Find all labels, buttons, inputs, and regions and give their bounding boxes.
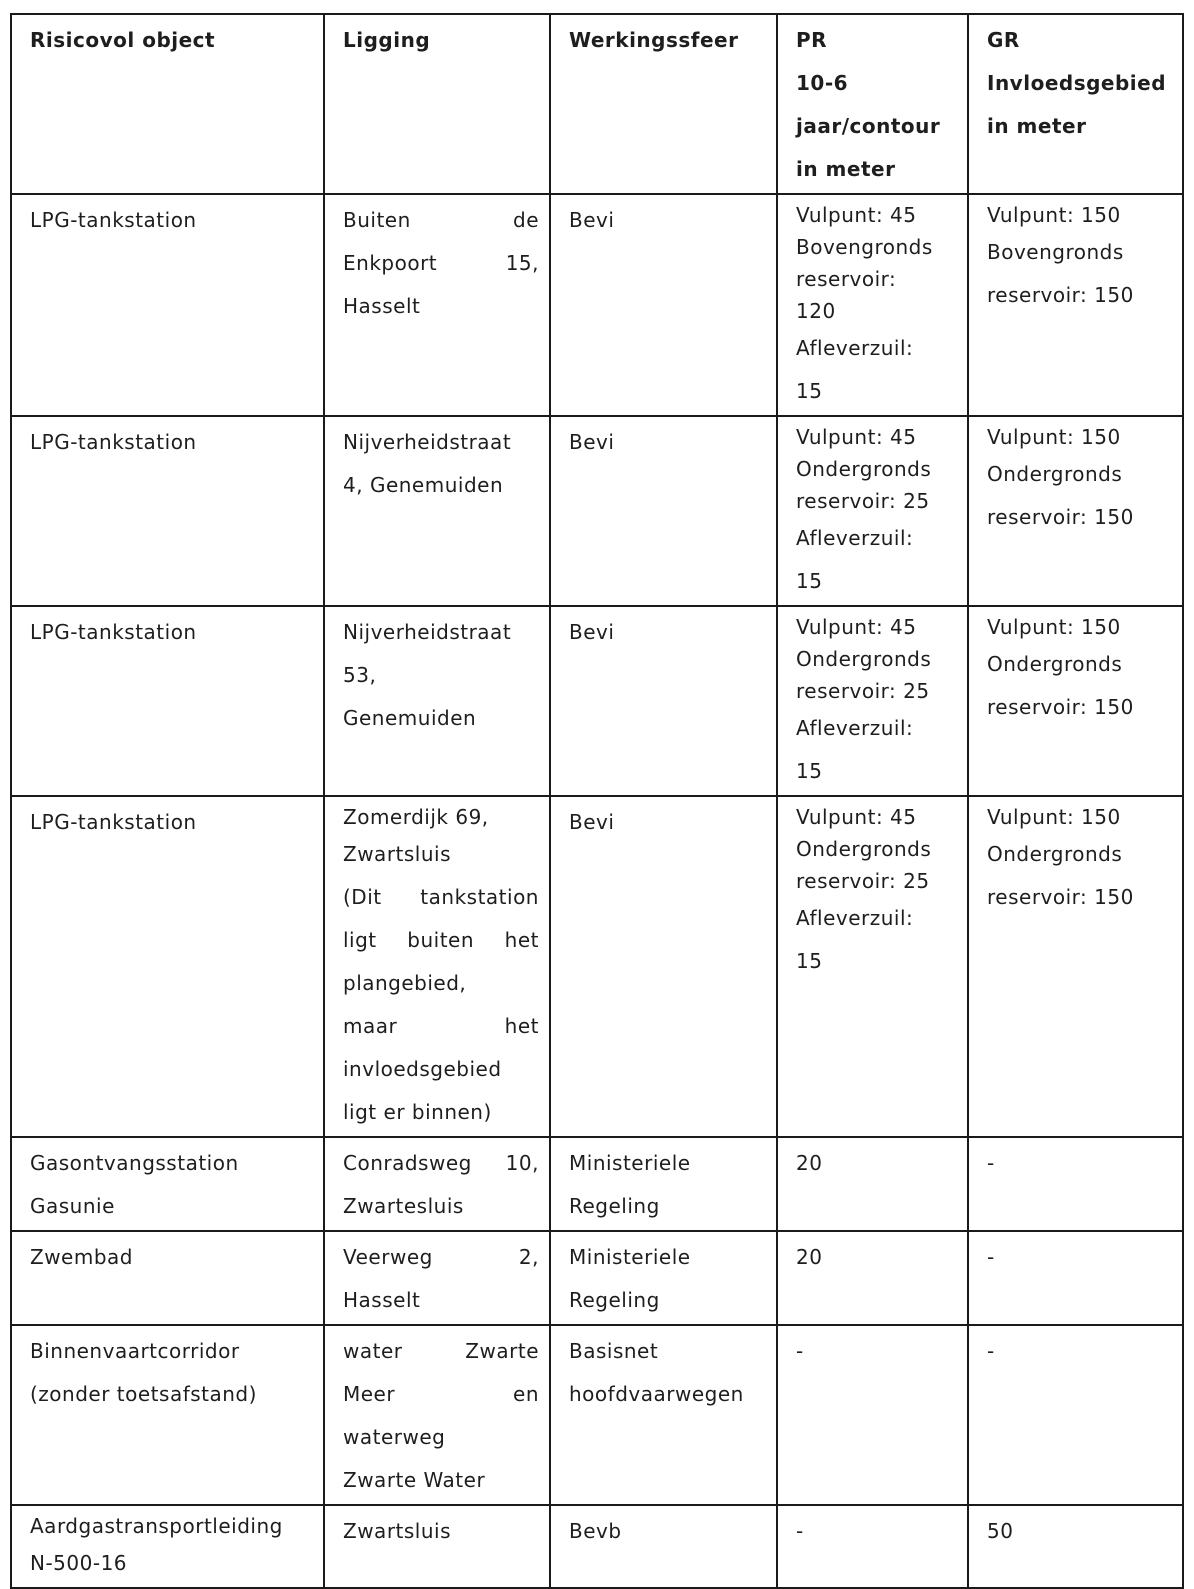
cell-ligging — [324, 194, 550, 416]
cell-text-line: waterweg — [343, 1425, 446, 1449]
cell-text-line: Zwartsluis — [343, 842, 452, 866]
cell-text-line: Enkpoort 15, — [343, 251, 539, 275]
cell-text-line: Zwartesluis — [343, 1194, 464, 1218]
cell-text-line: Ondergronds — [987, 462, 1123, 486]
cell-text-line: Zwembad — [30, 1245, 133, 1269]
cell-text-line: Regeling — [569, 1194, 660, 1218]
cell-text-line: - — [796, 1519, 804, 1543]
table-header-row — [11, 14, 1183, 194]
cell-text-line: Gasunie — [30, 1194, 115, 1218]
cell-text-line: Bovengronds — [796, 235, 933, 259]
cell-text-line: reservoir: 150 — [987, 283, 1134, 307]
cell-risicovol-object — [11, 796, 324, 1137]
cell-text-line: Vulpunt: 150 — [987, 425, 1121, 449]
header-text-line: Ligging — [343, 28, 431, 52]
cell-text-line: 15 — [796, 569, 823, 593]
header-text-line: 10-6 — [796, 71, 849, 95]
cell-text-line: Hasselt — [343, 1288, 421, 1312]
cell-ligging — [324, 1505, 550, 1588]
cell-text-line: Ondergronds — [987, 652, 1123, 676]
cell-text-line: Buiten de — [343, 208, 539, 232]
table-row — [11, 1231, 1183, 1325]
cell-werkingssfeer — [550, 1325, 777, 1505]
cell-text-line: Ministeriele — [569, 1245, 691, 1269]
cell-text-line: - — [796, 1339, 804, 1363]
header-text-line: Werkingssfeer — [569, 28, 739, 52]
cell-risicovol-object — [11, 1231, 324, 1325]
cell-text-line: reservoir: 150 — [987, 505, 1134, 529]
table-row — [11, 606, 1183, 796]
cell-ligging — [324, 1231, 550, 1325]
cell-pr — [777, 1325, 968, 1505]
table-row — [11, 1505, 1183, 1588]
cell-ligging — [324, 606, 550, 796]
table-row — [11, 194, 1183, 416]
cell-pr — [777, 1505, 968, 1588]
cell-text-line: - — [987, 1339, 995, 1363]
cell-text-line: plangebied, — [343, 971, 467, 995]
cell-text-line: Gasontvangsstation — [30, 1151, 239, 1175]
header-werkingssfeer — [550, 14, 777, 194]
cell-gr — [968, 1231, 1183, 1325]
cell-text-line: Ondergronds — [987, 842, 1123, 866]
cell-text-line: Afleverzuil: — [796, 716, 914, 740]
cell-text-line: Zwartsluis — [343, 1519, 452, 1543]
cell-text-line: Bevi — [569, 620, 615, 644]
cell-text-line: LPG-tankstation — [30, 810, 197, 834]
cell-text-line: Bevi — [569, 208, 615, 232]
cell-text-line: maar het — [343, 1014, 539, 1038]
cell-text-line: Conradsweg 10, — [343, 1151, 539, 1175]
cell-text-line: Hasselt — [343, 294, 421, 318]
cell-pr — [777, 606, 968, 796]
cell-text-line: Vulpunt: 150 — [987, 805, 1121, 829]
cell-risicovol-object — [11, 1505, 324, 1588]
table-row — [11, 796, 1183, 1137]
cell-text-line: 4, Genemuiden — [343, 473, 504, 497]
header-gr — [968, 14, 1183, 194]
header-text-line: GR — [987, 28, 1020, 52]
cell-text-line: (Dit tankstation — [343, 885, 539, 909]
cell-pr — [777, 796, 968, 1137]
cell-risicovol-object — [11, 194, 324, 416]
cell-text-line: Bevi — [569, 810, 615, 834]
cell-gr — [968, 1505, 1183, 1588]
cell-text-line: Vulpunt: 150 — [987, 203, 1121, 227]
cell-risicovol-object — [11, 606, 324, 796]
cell-text-line: Vulpunt: 45 — [796, 615, 917, 639]
cell-text-line: Ministeriele — [569, 1151, 691, 1175]
table-row — [11, 1325, 1183, 1505]
cell-risicovol-object — [11, 416, 324, 606]
cell-risicovol-object — [11, 1137, 324, 1231]
cell-text-line: Veerweg 2, — [343, 1245, 539, 1269]
cell-text-line: water Zwarte — [343, 1339, 539, 1363]
cell-text-line: invloedsgebied — [343, 1057, 502, 1081]
cell-text-line: reservoir: 150 — [987, 885, 1134, 909]
cell-text-line: ligt er binnen) — [343, 1100, 492, 1124]
cell-text-line: Afleverzuil: — [796, 526, 914, 550]
cell-text-line: Meer en — [343, 1382, 539, 1406]
cell-text-line: (zonder toetsafstand) — [30, 1382, 257, 1406]
cell-gr — [968, 194, 1183, 416]
cell-werkingssfeer — [550, 796, 777, 1137]
header-text-line: jaar/contour — [796, 114, 941, 138]
cell-pr — [777, 416, 968, 606]
cell-text-line: 20 — [796, 1245, 823, 1269]
cell-gr — [968, 416, 1183, 606]
cell-text-line: Aardgastransportleiding — [30, 1514, 283, 1538]
cell-text-line: Bovengronds — [987, 240, 1124, 264]
cell-werkingssfeer — [550, 1505, 777, 1588]
header-text-line: PR — [796, 28, 828, 52]
table-row — [11, 416, 1183, 606]
cell-text-line: Genemuiden — [343, 706, 477, 730]
cell-werkingssfeer — [550, 416, 777, 606]
header-text-line: Risicovol object — [30, 28, 216, 52]
cell-risicovol-object — [11, 1325, 324, 1505]
cell-text-line: 15 — [796, 379, 823, 403]
cell-text-line: Vulpunt: 150 — [987, 615, 1121, 639]
cell-text-line: Afleverzuil: — [796, 336, 914, 360]
cell-text-line: Nijverheidstraat — [343, 620, 512, 644]
cell-text-line: Bevi — [569, 430, 615, 454]
cell-werkingssfeer — [550, 1137, 777, 1231]
header-text-line: Invloedsgebied — [987, 71, 1167, 95]
cell-ligging — [324, 416, 550, 606]
cell-pr — [777, 194, 968, 416]
cell-werkingssfeer — [550, 606, 777, 796]
cell-werkingssfeer — [550, 1231, 777, 1325]
cell-text-line: - — [987, 1151, 995, 1175]
cell-text-line: Ondergronds — [796, 647, 932, 671]
cell-text-line: hoofdvaarwegen — [569, 1382, 744, 1406]
cell-text-line: Afleverzuil: — [796, 906, 914, 930]
cell-text-line: Nijverheidstraat — [343, 430, 512, 454]
cell-text-line: LPG-tankstation — [30, 430, 197, 454]
risk-objects-table — [10, 13, 1184, 1589]
cell-text-line: ligt buiten het — [343, 928, 539, 952]
cell-text-line: reservoir: 25 — [796, 489, 930, 513]
cell-text-line: reservoir: 25 — [796, 679, 930, 703]
cell-text-line: 15 — [796, 759, 823, 783]
header-text-line: in meter — [796, 157, 896, 181]
cell-text-line: 50 — [987, 1519, 1014, 1543]
table-body — [11, 194, 1183, 1588]
cell-text-line: Vulpunt: 45 — [796, 203, 917, 227]
cell-text-line: Ondergronds — [796, 837, 932, 861]
cell-ligging — [324, 796, 550, 1137]
cell-text-line: N-500-16 — [30, 1551, 128, 1575]
cell-text-line: Vulpunt: 45 — [796, 425, 917, 449]
header-text-line: in meter — [987, 114, 1087, 138]
header-risicovol-object — [11, 14, 324, 194]
cell-text-line: Binnenvaartcorridor — [30, 1339, 240, 1363]
cell-text-line: Ondergronds — [796, 457, 932, 481]
cell-text-line: reservoir: 25 — [796, 869, 930, 893]
cell-werkingssfeer — [550, 194, 777, 416]
cell-text-line: LPG-tankstation — [30, 208, 197, 232]
header-pr — [777, 14, 968, 194]
cell-gr — [968, 606, 1183, 796]
cell-text-line: reservoir: — [796, 267, 897, 291]
cell-text-line: LPG-tankstation — [30, 620, 197, 644]
cell-text-line: Regeling — [569, 1288, 660, 1312]
cell-text-line: 15 — [796, 949, 823, 973]
cell-text-line: Zwarte Water — [343, 1468, 486, 1492]
cell-gr — [968, 1137, 1183, 1231]
cell-text-line: Zomerdijk 69, — [343, 805, 489, 829]
header-ligging — [324, 14, 550, 194]
cell-text-line: Bevb — [569, 1519, 622, 1543]
cell-text-line: reservoir: 150 — [987, 695, 1134, 719]
cell-text-line: Basisnet — [569, 1339, 659, 1363]
table-row — [11, 1137, 1183, 1231]
cell-pr — [777, 1231, 968, 1325]
cell-ligging — [324, 1325, 550, 1505]
cell-gr — [968, 796, 1183, 1137]
cell-text-line: - — [987, 1245, 995, 1269]
cell-ligging — [324, 1137, 550, 1231]
cell-text-line: 120 — [796, 299, 836, 323]
cell-text-line: Vulpunt: 45 — [796, 805, 917, 829]
cell-text-line: 20 — [796, 1151, 823, 1175]
cell-gr — [968, 1325, 1183, 1505]
cell-pr — [777, 1137, 968, 1231]
cell-text-line: 53, — [343, 663, 377, 687]
